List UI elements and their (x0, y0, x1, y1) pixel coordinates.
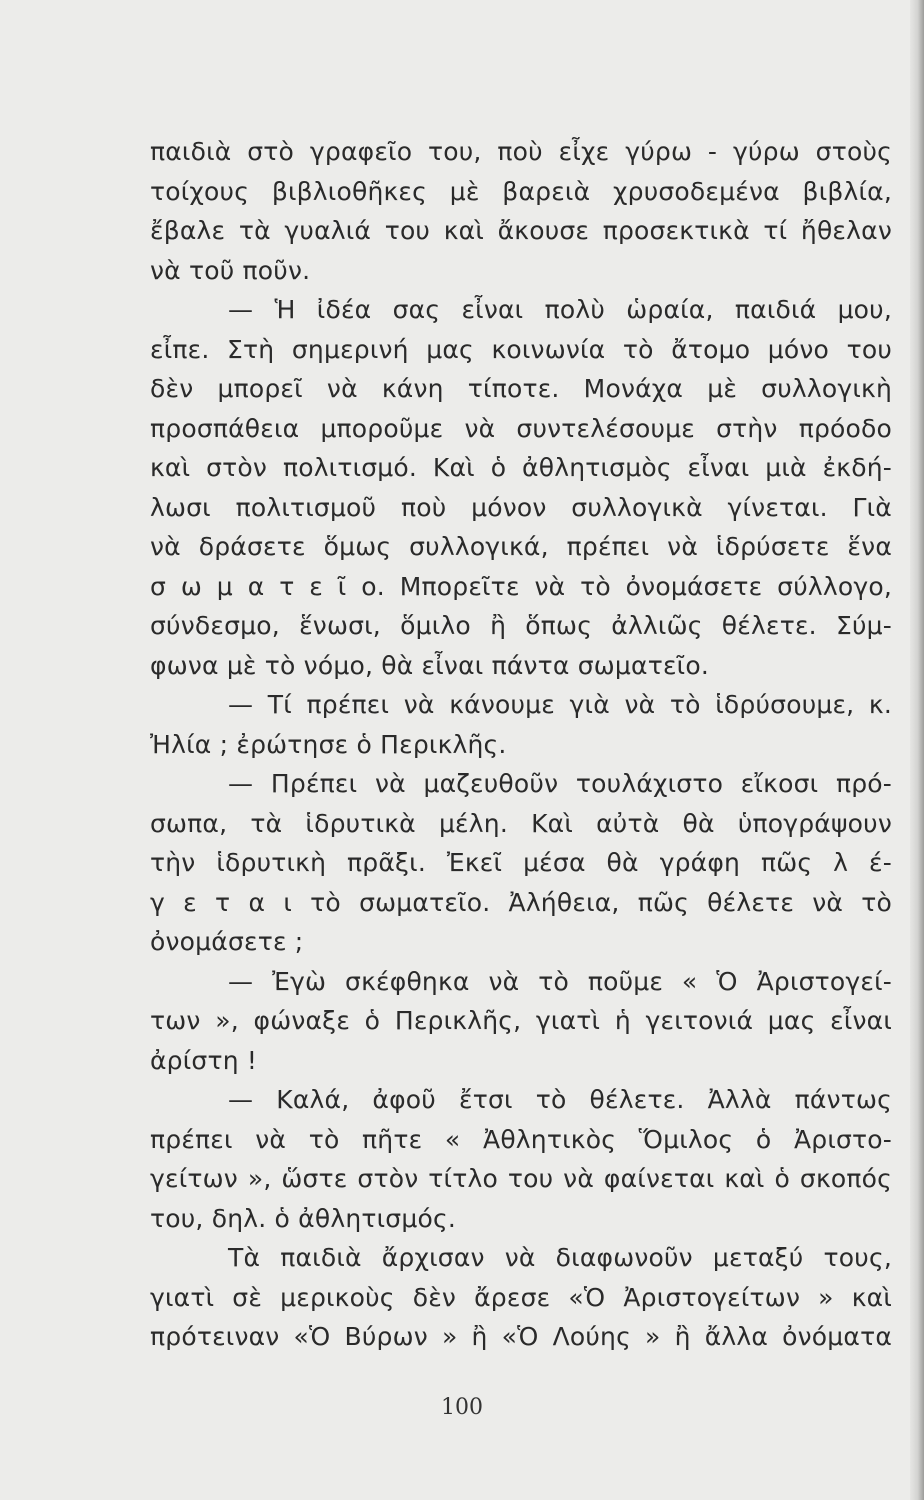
text-line-12: σ ω μ α τ ε ῖ ο. Μπορεῖτε νὰ τὸ ὀνομάσετε σύλλογο, (150, 571, 892, 601)
text-line-10: λωσι πολιτισμοῦ ποὺ μόνον συλλογικὰ γίνεται. Γιὰ (150, 492, 892, 522)
body-text (150, 132, 892, 1357)
text-line-17: — Πρέπει νὰ μαζευθοῦν τουλάχιστο εἴκοσι πρό- (228, 769, 892, 798)
text-line-27: γείτων », ὥστε στὸν τίτλο του νὰ φαίνεται καὶ ὁ σκοπός (150, 1164, 892, 1193)
text-line-13: σύνδεσμο, ἕνωσι, ὅμιλο ἢ ὅπως ἀλλιῶς θέλετε. Σύμ- (150, 611, 892, 640)
text-line-23: των », φώναξε ὁ Περικλῆς, γιατὶ ἡ γειτονιά μας εἶναι (150, 1006, 892, 1035)
text-line-5: — Ἡ ἰδέα σας εἶναι πολὺ ὡραία, παιδιά μου, (228, 295, 892, 324)
text-line-3: ἔβαλε τὰ γυαλιά του καὶ ἄκουσε προσεκτικὰ τί ἤθελαν (150, 216, 892, 245)
text-line-11: νὰ δράσετε ὅμως συλλογικά, πρέπει νὰ ἱδρύσετε ἕνα (150, 532, 892, 561)
text-line-31: πρότειναν «Ὁ Βύρων » ἢ «Ὁ Λούης » ἢ ἄλλα ὀνόματα (150, 1322, 892, 1351)
text-line-14: φωνα μὲ τὸ νόμο, θὰ εἶναι πάντα σωματεῖο. (150, 650, 709, 680)
page-number: 100 (441, 1395, 483, 1420)
text-line-20: γ ε τ α ι τὸ σωματεῖο. Ἀλήθεια, πῶς θέλετε νὰ τὸ (150, 887, 892, 917)
text-line-26: πρέπει νὰ τὸ πῆτε « Ἀθλητικὸς Ὅμιλος ὁ Ἀριστο- (150, 1124, 892, 1154)
text-line-29: Τὰ παιδιὰ ἄρχισαν νὰ διαφωνοῦν μεταξύ τους, (228, 1243, 892, 1272)
text-line-2: τοίχους βιβλιοθῆκες μὲ βαρειὰ χρυσοδεμένα βιβλία, (150, 176, 892, 206)
text-line-16: Ἠλία ; ἐρώτησε ὁ Περικλῆς. (150, 729, 507, 759)
page-edge (910, 0, 924, 1500)
text-line-8: προσπάθεια μποροῦμε νὰ συντελέσουμε στὴν πρόοδο (150, 413, 892, 443)
text-line-6: εἶπε. Στὴ σημερινή μας κοινωνία τὸ ἄτομο μόνο του (150, 334, 892, 364)
text-line-30: γιατὶ σὲ μερικοὺς δὲν ἄρεσε «Ὁ Ἀριστογείτων » καὶ (150, 1282, 892, 1312)
text-line-9: καὶ στὸν πολιτισμό. Καὶ ὁ ἀθλητισμὸς εἶναι μιὰ ἐκδή- (150, 453, 892, 482)
text-line-4: νὰ τοῦ ποῦν. (150, 255, 311, 285)
text-line-18: σωπα, τὰ ἱδρυτικὰ μέλη. Καὶ αὐτὰ θὰ ὑπογράψουν (150, 808, 892, 838)
text-line-28: του, δηλ. ὁ ἀθλητισμός. (150, 1203, 456, 1233)
text-line-19: τὴν ἱδρυτικὴ πρᾶξι. Ἐκεῖ μέσα θὰ γράφη πῶς λ έ- (150, 848, 892, 877)
text-line-1: παιδιὰ στὸ γραφεῖο του, ποὺ εἶχε γύρω - γύρω στοὺς (150, 137, 892, 166)
text-line-22: — Ἐγὼ σκέφθηκα νὰ τὸ ποῦμε « Ὁ Ἀριστογεί- (228, 966, 892, 996)
text-line-15: — Τί πρέπει νὰ κάνουμε γιὰ νὰ τὸ ἱδρύσουμε, κ. (228, 690, 892, 719)
text-line-24: ἀρίστη ! (150, 1045, 258, 1075)
text-line-7: δὲν μπορεῖ νὰ κάνη τίποτε. Μονάχα μὲ συλλογικὴ (150, 374, 892, 403)
text-line-21: ὀνομάσετε ; (150, 927, 304, 956)
text-line-25: — Καλά, ἀφοῦ ἔτσι τὸ θέλετε. Ἀλλὰ πάντως (228, 1085, 892, 1114)
